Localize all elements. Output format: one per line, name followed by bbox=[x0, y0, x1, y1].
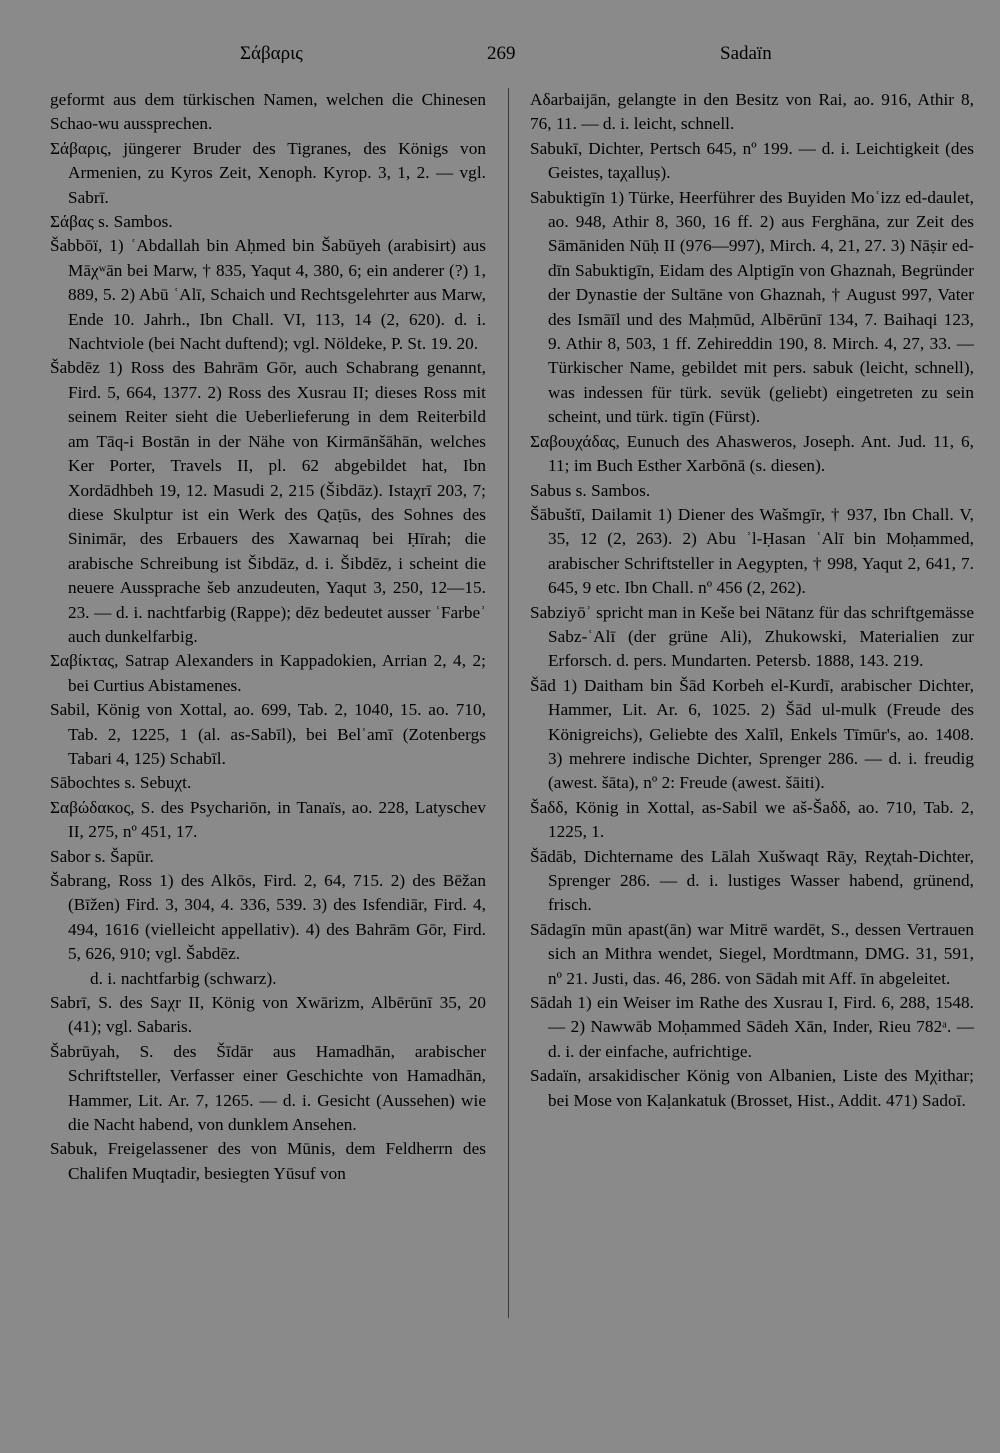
dictionary-entry: Šabrang, Ross 1) des Alkōs, Fird. 2, 64, 715. 2) des Bēžan (Bīžen) Fird. 3, 304, 4. 336, 539. 3) des Isfendiār, Fird. 4, 494, 1616 (vielleicht appellativ). 4) des Bahrām Gōr, Fird. 5, 626, 910; vgl. Šabdēz. bbox=[50, 871, 486, 964]
dictionary-entry: Šabbōï, 1) ʿAbdallah bin Aḥmed bin Šabūyeh (arabisirt) aus Māχʷān bei Marw, † 835, Yaqut 4, 380, 6; ein anderer (?) 1, 889, 5. 2) Abū ʿAlī, Schaich und Rechtsgelehrter aus Marw, Ende 10. Jahrh., Ibn Chall. VI, 113, 14 (2, 620). d. i. Nachtviole (bei Nacht duftend); vgl. Nöldeke, P. St. 19. 20. bbox=[50, 236, 486, 354]
dictionary-entry: Sabus s. Sambos. bbox=[530, 480, 651, 500]
dictionary-entry: Šabdēz 1) Ross des Bahrām Gōr, auch Schabrang genannt, Fird. 5, 664, 1377. 2) Ross des Xusrau II; dieses Ross mit seinem Reiter sieht die Ueberlieferung in dem Reiterbild am Tāq-i Bostān in der Nähe von Kirmānšāhān, welches Ker Porter, Travels II, pl. 62 abgebildet hat, Ibn Xordādhbeh 19, 12. Masudi 2, 215 (Šibdāz). Istaχrī 203, 7; diese Skulptur ist ein Werk des Qaṭūs, des Sohnes des Sinimār, des Erbauers des Xawarnaq bei Ḥīrah; die arabische Schreibung ist Šibdāz, d. i. Šibdēz, i scheint die neuere Aussprache šeb anzudeuten, Yaqut 3, 250, 12—15. 23. — d. i. nachtfarbig (Rappe); dēz bedeutet ausser ʿFarbeʾ auch dunkelfarbig. bbox=[50, 358, 486, 646]
dictionary-entry: Aδarbaijān, gelangte in den Besitz von Rai, ao. 916, Athir 8, 76, 11. — d. i. leicht, schnell. bbox=[530, 90, 974, 134]
dictionary-entry: Šabrūyah, S. des Šīdār aus Hamadhān, arabischer Schriftsteller, Verfasser einer Geschichte von Hamadhān, Hammer, Lit. Ar. 7, 1265. — d. i. Gesicht (Aussehen) wie die Nacht habend, von dunklem Ansehen. bbox=[50, 1041, 486, 1135]
header-right-keyword: Sadaïn bbox=[720, 43, 772, 64]
dictionary-entry: geformt aus dem türkischen Namen, welchen die Chinesen Schao-wu aussprechen. bbox=[50, 90, 486, 134]
dictionary-entry: Sabuk, Freigelassener des von Mūnis, dem Feldherrn des Chalifen Muqtadir, besiegten Yūsuf von bbox=[50, 1139, 486, 1183]
dictionary-entry: Šaδδ, König in Xottal, as-Sabil we aš-Šaδδ, ao. 710, Tab. 2, 1225, 1. bbox=[530, 797, 974, 842]
dictionary-entry: Sādagīn mūn apast(ān) war Mitrē wardēt, S., dessen Vertrauen sich an Mithra wendet, Siegel, Mordtmann, DMG. 31, 591, nº 21. Justi, das. 46, 286. von Sādah mit Aff. īn abgeleitet. bbox=[530, 919, 974, 988]
column-divider bbox=[508, 88, 509, 1318]
dictionary-entry: Sābochtes s. Sebuχt. bbox=[50, 773, 192, 793]
dictionary-entry: Sabziyōʾ spricht man in Keše bei Nātanz für das schriftgemässe Sabz-ʿAlī (der grüne Ali), Zhukowski, Materialien zur Erforsch. d. pers. Mundarten. Petersb. 1888, 143. 219. bbox=[530, 602, 974, 671]
dictionary-entry: Σαβίκτας, Satrap Alexanders in Kappadokien, Arrian 2, 4, 2; bei Curtius Abistamenes. bbox=[50, 651, 486, 695]
dictionary-entry: Šābuštī, Dailamit 1) Diener des Wašmgīr, † 937, Ibn Chall. V, 35, 12 (2, 263). 2) Abu ʾl-Ḥasan ʿAlī bin Moḥammed, arabischer Schriftsteller in Aegypten, † 998, Yaqut 2, 641, 7. 645, 9 etc. Ibn Chall. nº 456 (2, 262). bbox=[530, 504, 974, 598]
dictionary-entry: Sadaïn, arsakidischer König von Albanien, Liste des Mχithar; bei Mose von Kaḷankatuk (Brosset, Hist., Addit. 471) Sadoī. bbox=[530, 1066, 974, 1110]
dictionary-entry: Sabil, König von Xottal, ao. 699, Tab. 2, 1040, 15. ao. 710, Tab. 2, 1225, 1 (al. as-Sabīl), bei Belʿamī (Zotenbergs Tabari 4, 125) Schabīl. bbox=[50, 700, 486, 768]
dictionary-entry: Sabrī, S. des Saχr II, König von Xwārizm, Albērūnī 35, 20 (41); vgl. Sabaris. bbox=[50, 993, 486, 1037]
dictionary-entry: Šādāb, Dichtername des Lālah Xušwaqt Rāy, Reχtah-Dichter, Sprenger 286. — d. i. lustiges Wasser habend, grünend, frisch. bbox=[530, 846, 974, 915]
dictionary-entry: Sabukī, Dichter, Pertsch 645, nº 199. — d. i. Leichtigkeit (des Geistes, taχalluṣ). bbox=[530, 138, 974, 183]
dictionary-entry: Σαβώδακος, S. des Psychariōn, in Tanaïs, ao. 228, Latyschev II, 275, nº 451, 17. bbox=[50, 797, 486, 842]
right-column bbox=[530, 88, 974, 1113]
dictionary-entry: Sabor s. Šapūr. bbox=[50, 846, 154, 866]
dictionary-entry: Šād 1) Daitham bin Šād Korbeh el-Kurdī, arabischer Dichter, Hammer, Lit. Ar. 6, 1025. 2) Šād ul-mulk (Freude des Königreichs), Geliebte des Xalīl, Enkels Tīmūr's, ao. 1408. 3) mehrere indische Dichter, Sprenger 286. — d. i. freudig (awest. šāta), nº 2: Freude (awest. šāiti). bbox=[530, 675, 974, 793]
dictionary-entry: d. i. nachtfarbig (schwarz). bbox=[90, 968, 277, 988]
dictionary-entry: Σάβαρις, jüngerer Bruder des Tigranes, des Königs von Armenien, zu Kyros Zeit, Xenoph. Kyrop. 3, 1, 2. — vgl. Sabrī. bbox=[50, 138, 486, 207]
left-column bbox=[50, 88, 486, 1186]
dictionary-entry: Sabuktigīn 1) Türke, Heerführer des Buyiden Moʿizz ed-daulet, ao. 948, Athir 8, 360, 16 ff. 2) aus Ferghāna, zur Zeit des Sāmāniden Nūḥ II (976—997), Mirch. 4, 21, 27. 3) Nāṣir ed-dīn Sabuktigīn, Eidam des Alptigīn von Ghaznah, Begründer der Dynastie der Sultāne von Ghaznah, † August 997, Vater des Ismāīl und des Maḥmūd, Albērūnī 134, 7. Baihaqi 123, 9. Athir 8, 503, 1 ff. Zehireddin 190, 8. Mirch. 4, 27, 33. — Türkischer Name, gebildet mit pers. sabuk (leicht, schnell), was indessen für türk. sevük (geliebt) eingetreten zu sein scheint, und türk. tigīn (Fürst). bbox=[530, 187, 974, 427]
header-left-keyword: Σάβαρις bbox=[240, 43, 303, 64]
dictionary-entry: Sādah 1) ein Weiser im Rathe des Xusrau I, Fird. 6, 288, 1548. — 2) Nawwāb Moḥammed Sādeh Xān, Inder, Rieu 782ᵃ. — d. i. der einfache, aufrichtige. bbox=[530, 993, 974, 1061]
dictionary-entry: Σαβουχάδας, Eunuch des Ahasweros, Joseph. Ant. Jud. 11, 6, 11; im Buch Esther Xarbōnā (s. diesen). bbox=[530, 431, 974, 476]
page-number: 269 bbox=[487, 43, 516, 64]
dictionary-entry: Σάβας s. Sambos. bbox=[50, 212, 173, 232]
